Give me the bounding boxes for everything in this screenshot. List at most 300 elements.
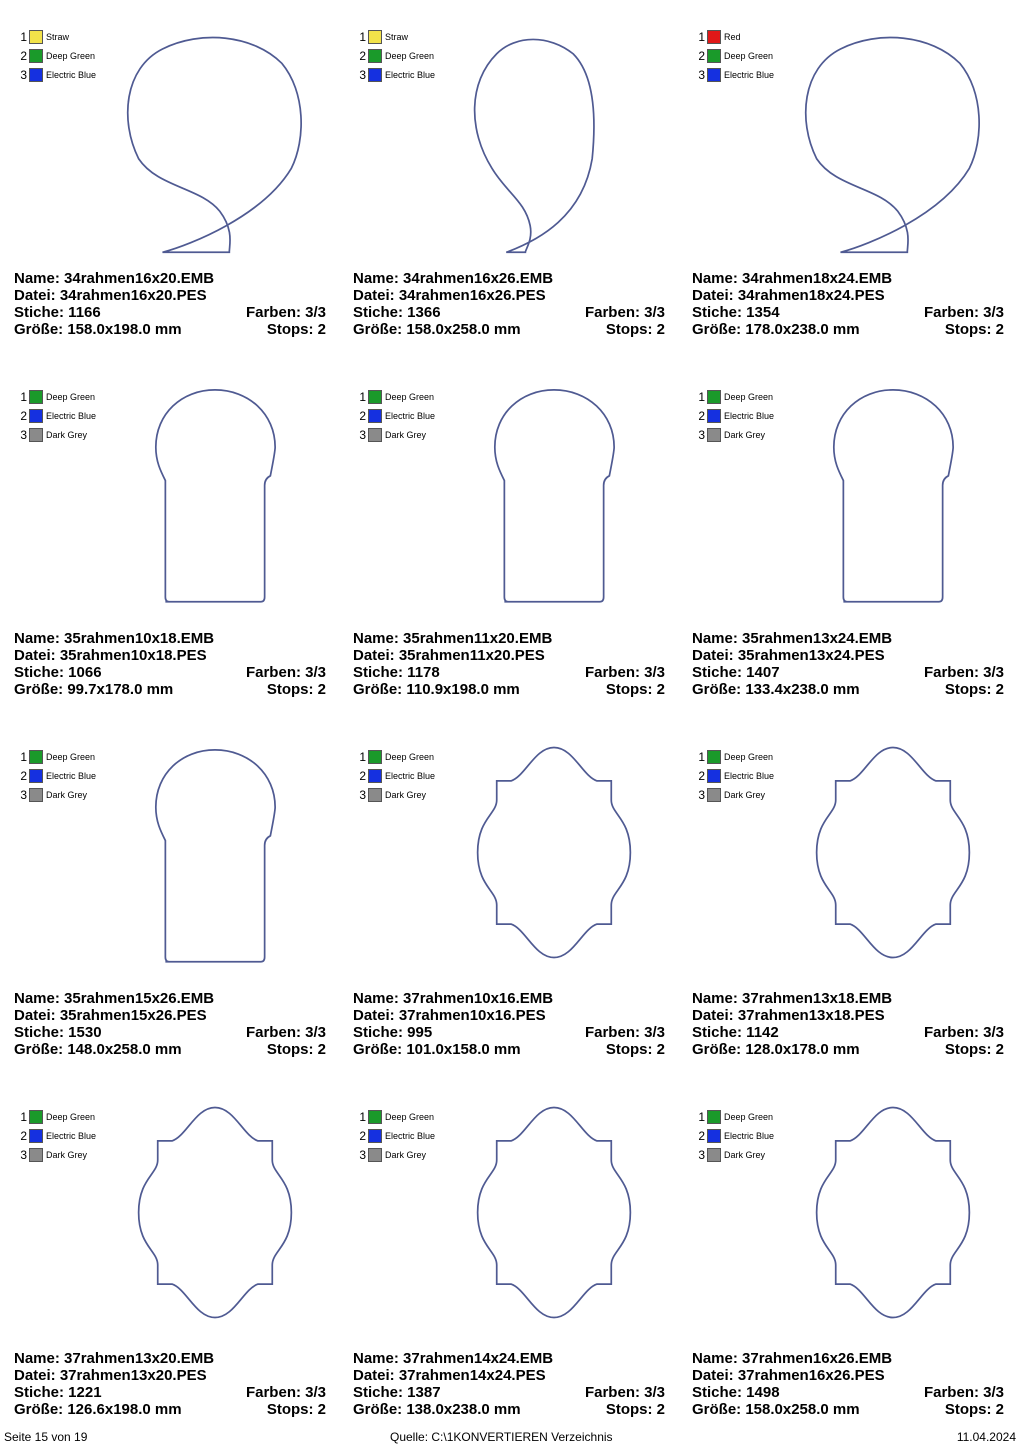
thread-color-name: Deep Green [724,1111,774,1122]
info-line [353,630,665,647]
stop-count: Stops: 2 [605,681,665,698]
thread-number: 2 [20,408,27,423]
info-line [353,990,665,1007]
design-name: Name: 37rahmen16x26.EMB [692,1350,893,1367]
thread-number: 1 [698,749,705,764]
frame-outline [806,38,979,253]
design-card [678,0,1017,360]
thread-color-name: Electric Blue [385,410,436,421]
thread-color-name: Electric Blue [46,69,97,80]
file-name: Datei: 35rahmen10x18.PES [14,647,207,664]
color-count: Farben: 3/3 [584,664,665,681]
design-name: Name: 34rahmen16x26.EMB [353,270,554,287]
color-swatch [368,390,382,404]
info-line [14,990,326,1007]
info-line [14,1041,326,1058]
stitch-count: Stiche: 1354 [692,304,780,321]
info-line [353,1367,665,1384]
thread-number: 3 [20,67,27,82]
frame-outline-svg [110,0,320,265]
design-card [678,360,1017,720]
color-swatch [29,1148,43,1162]
info-line [353,270,665,287]
frame-outline [478,748,631,958]
info-line [692,1367,1004,1384]
design-card [339,1080,678,1440]
frame-outline-svg [449,720,659,985]
design-preview [110,1080,320,1345]
thread-number: 3 [359,1147,366,1162]
source-path: Quelle: C:\1KONVERTIEREN Verzeichnis [390,1430,613,1444]
info-line [14,1007,326,1024]
color-count: Farben: 3/3 [584,304,665,321]
design-card [0,1080,339,1440]
info-line [14,1367,326,1384]
thread-number: 1 [359,389,366,404]
file-name: Datei: 37rahmen10x16.PES [353,1007,546,1024]
design-size: Größe: 158.0x258.0 mm [692,1401,860,1418]
thread-color-name: Dark Grey [724,789,766,800]
thread-number: 2 [698,1128,705,1143]
info-line [692,664,1004,681]
thread-color-item [697,46,774,65]
file-name: Datei: 35rahmen13x24.PES [692,647,885,664]
color-swatch [707,1129,721,1143]
frame-outline [817,748,970,958]
color-swatch [707,409,721,423]
design-preview [788,720,998,985]
thread-color-name: Dark Grey [46,789,88,800]
print-date: 11.04.2024 [956,1430,1016,1444]
design-size: Größe: 138.0x238.0 mm [353,1401,521,1418]
thread-color-item [358,766,435,785]
thread-number: 1 [359,749,366,764]
info-line [353,647,665,664]
thread-color-item [358,1145,435,1164]
stop-count: Stops: 2 [266,1401,326,1418]
stop-count: Stops: 2 [266,1041,326,1058]
info-line [14,1350,326,1367]
info-line [692,1401,1004,1418]
file-name: Datei: 37rahmen14x24.PES [353,1367,546,1384]
info-line [14,630,326,647]
thread-color-item [358,387,435,406]
color-swatch [707,30,721,44]
thread-number: 3 [698,67,705,82]
design-preview [449,0,659,265]
color-swatch [707,1148,721,1162]
color-swatch [707,750,721,764]
design-card [678,720,1017,1080]
design-info [692,270,1004,338]
thread-color-item [697,1145,774,1164]
info-line [692,1350,1004,1367]
thread-color-item [19,27,96,46]
design-info [14,630,326,698]
info-line [692,1024,1004,1041]
thread-color-list [358,27,435,84]
frame-outline [128,38,301,253]
thread-color-item [19,406,96,425]
thread-color-name: Electric Blue [724,770,775,781]
design-info [692,1350,1004,1418]
info-line [14,1401,326,1418]
file-name: Datei: 37rahmen13x20.PES [14,1367,207,1384]
stitch-count: Stiche: 1366 [353,304,441,321]
thread-color-item [19,1126,96,1145]
thread-color-name: Dark Grey [385,429,427,440]
design-name: Name: 35rahmen13x24.EMB [692,630,893,647]
frame-outline [139,1108,292,1318]
thread-color-name: Dark Grey [724,1149,766,1160]
color-swatch [29,390,43,404]
design-size: Größe: 101.0x158.0 mm [353,1041,521,1058]
design-preview [449,1080,659,1345]
frame-outline-svg [110,720,320,985]
info-line [353,1384,665,1401]
thread-color-item [697,406,774,425]
frame-outline [475,39,594,252]
page-footer [0,1428,1024,1446]
thread-color-item [697,387,774,406]
thread-color-item [19,65,96,84]
stitch-count: Stiche: 1178 [353,664,440,681]
color-swatch [707,49,721,63]
stop-count: Stops: 2 [605,1041,665,1058]
thread-color-name: Electric Blue [46,770,97,781]
frame-outline-svg [449,0,659,265]
thread-color-name: Dark Grey [46,429,88,440]
stitch-count: Stiche: 1142 [692,1024,779,1041]
info-line [353,681,665,698]
info-line [14,270,326,287]
design-card [0,720,339,1080]
thread-number: 1 [20,29,27,44]
thread-color-name: Electric Blue [385,1130,436,1141]
info-line [692,287,1004,304]
color-swatch [707,390,721,404]
thread-number: 1 [359,29,366,44]
design-size: Größe: 110.9x198.0 mm [353,681,520,698]
thread-color-item [19,785,96,804]
frame-outline-svg [788,0,998,265]
stop-count: Stops: 2 [944,681,1004,698]
thread-color-item [697,65,774,84]
thread-color-name: Dark Grey [385,789,427,800]
thread-number: 2 [20,1128,27,1143]
thread-color-item [19,766,96,785]
thread-number: 3 [20,1147,27,1162]
color-count: Farben: 3/3 [923,1384,1004,1401]
design-info [353,270,665,338]
design-preview [788,0,998,265]
frame-outline-svg [788,360,998,625]
color-swatch [368,68,382,82]
thread-color-list [19,747,96,804]
thread-color-name: Deep Green [46,50,96,61]
design-size: Größe: 128.0x178.0 mm [692,1041,860,1058]
color-swatch [368,750,382,764]
design-card [339,360,678,720]
frame-outline [156,750,275,962]
thread-color-name: Deep Green [46,1111,96,1122]
thread-color-list [19,27,96,84]
thread-color-item [358,27,435,46]
thread-color-item [19,46,96,65]
thread-color-name: Electric Blue [46,1130,97,1141]
info-line [14,664,326,681]
design-info [353,990,665,1058]
color-swatch [368,1110,382,1124]
color-swatch [368,1129,382,1143]
info-line [692,1041,1004,1058]
thread-color-list [19,1107,96,1164]
design-preview [449,720,659,985]
design-info [14,1350,326,1418]
thread-number: 3 [698,427,705,442]
color-count: Farben: 3/3 [245,664,326,681]
color-swatch [29,788,43,802]
color-swatch [707,428,721,442]
design-card [0,360,339,720]
stop-count: Stops: 2 [266,681,326,698]
color-swatch [368,30,382,44]
color-swatch [29,750,43,764]
color-swatch [368,1148,382,1162]
file-name: Datei: 34rahmen16x26.PES [353,287,546,304]
stop-count: Stops: 2 [605,321,665,338]
thread-number: 2 [20,48,27,63]
design-info [14,990,326,1058]
thread-color-name: Straw [385,31,409,42]
thread-color-list [19,387,96,444]
design-card [0,0,339,360]
thread-color-name: Electric Blue [385,770,436,781]
color-count: Farben: 3/3 [245,304,326,321]
design-name: Name: 35rahmen10x18.EMB [14,630,215,647]
file-name: Datei: 37rahmen13x18.PES [692,1007,885,1024]
thread-color-name: Deep Green [46,751,96,762]
thread-color-name: Deep Green [724,751,774,762]
frame-outline-svg [788,1080,998,1345]
thread-color-item [697,747,774,766]
color-swatch [29,30,43,44]
thread-number: 2 [359,48,366,63]
info-line [353,321,665,338]
thread-number: 3 [359,427,366,442]
design-name: Name: 37rahmen13x18.EMB [692,990,893,1007]
thread-number: 1 [698,1109,705,1124]
stitch-count: Stiche: 1166 [14,304,101,321]
frame-outline [817,1108,970,1318]
thread-color-item [358,1107,435,1126]
design-size: Größe: 148.0x258.0 mm [14,1041,182,1058]
stop-count: Stops: 2 [944,1041,1004,1058]
thread-number: 2 [359,1128,366,1143]
thread-color-name: Electric Blue [724,69,775,80]
design-name: Name: 35rahmen11x20.EMB [353,630,553,647]
color-swatch [707,769,721,783]
design-size: Größe: 99.7x178.0 mm [14,681,174,698]
color-swatch [29,769,43,783]
thread-color-name: Deep Green [385,391,435,402]
thread-color-name: Straw [46,31,70,42]
stop-count: Stops: 2 [944,321,1004,338]
design-size: Größe: 158.0x198.0 mm [14,321,182,338]
stitch-count: Stiche: 1066 [14,664,102,681]
design-name: Name: 35rahmen15x26.EMB [14,990,215,1007]
frame-outline [156,390,275,602]
color-count: Farben: 3/3 [923,664,1004,681]
color-swatch [368,409,382,423]
color-swatch [368,788,382,802]
info-line [692,990,1004,1007]
color-count: Farben: 3/3 [584,1384,665,1401]
thread-color-list [358,1107,435,1164]
info-line [692,321,1004,338]
color-swatch [29,409,43,423]
thread-number: 3 [20,787,27,802]
color-swatch [707,788,721,802]
info-line [692,647,1004,664]
stop-count: Stops: 2 [266,321,326,338]
thread-number: 2 [698,768,705,783]
thread-number: 3 [698,787,705,802]
thread-color-name: Dark Grey [724,429,766,440]
design-preview [788,360,998,625]
stitch-count: Stiche: 1221 [14,1384,102,1401]
info-line [353,1007,665,1024]
thread-number: 3 [698,1147,705,1162]
stop-count: Stops: 2 [944,1401,1004,1418]
info-line [14,304,326,321]
frame-outline-svg [788,720,998,985]
thread-color-item [358,747,435,766]
thread-color-name: Electric Blue [46,410,97,421]
info-line [692,304,1004,321]
frame-outline [495,390,614,602]
info-line [692,681,1004,698]
design-info [692,990,1004,1058]
thread-number: 3 [359,67,366,82]
thread-number: 2 [20,768,27,783]
thread-color-name: Deep Green [46,391,96,402]
thread-color-item [697,1126,774,1145]
design-name: Name: 34rahmen18x24.EMB [692,270,893,287]
color-swatch [368,769,382,783]
thread-color-name: Dark Grey [46,1149,88,1160]
design-info [353,630,665,698]
thread-color-name: Red [724,31,741,42]
info-line [14,647,326,664]
info-line [353,664,665,681]
thread-color-item [358,46,435,65]
stop-count: Stops: 2 [605,1401,665,1418]
thread-color-item [19,1107,96,1126]
color-swatch [707,1110,721,1124]
info-line [14,321,326,338]
thread-number: 2 [698,408,705,423]
thread-number: 3 [359,787,366,802]
thread-number: 2 [698,48,705,63]
thread-color-item [697,785,774,804]
design-info [692,630,1004,698]
color-count: Farben: 3/3 [584,1024,665,1041]
color-count: Farben: 3/3 [245,1384,326,1401]
color-swatch [29,1110,43,1124]
thread-color-name: Electric Blue [385,69,436,80]
info-line [14,287,326,304]
frame-outline-svg [110,1080,320,1345]
design-card [678,1080,1017,1440]
frame-outline [834,390,953,602]
design-size: Größe: 126.6x198.0 mm [14,1401,182,1418]
design-preview [110,720,320,985]
stitch-count: Stiche: 1407 [692,664,780,681]
thread-color-item [19,425,96,444]
thread-color-name: Deep Green [724,391,774,402]
thread-color-list [358,387,435,444]
thread-color-name: Electric Blue [724,1130,775,1141]
thread-color-item [697,27,774,46]
info-line [692,630,1004,647]
thread-color-item [697,1107,774,1126]
file-name: Datei: 37rahmen16x26.PES [692,1367,885,1384]
design-name: Name: 37rahmen14x24.EMB [353,1350,554,1367]
info-line [692,270,1004,287]
thread-color-item [358,1126,435,1145]
info-line [14,681,326,698]
color-swatch [29,68,43,82]
thread-number: 1 [359,1109,366,1124]
thread-color-item [19,747,96,766]
thread-number: 1 [20,389,27,404]
thread-number: 2 [359,768,366,783]
frame-outline-svg [110,360,320,625]
thread-color-list [697,27,774,84]
thread-color-name: Deep Green [724,50,774,61]
stitch-count: Stiche: 995 [353,1024,433,1041]
thread-color-name: Electric Blue [724,410,775,421]
info-line [353,1401,665,1418]
stitch-count: Stiche: 1498 [692,1384,780,1401]
file-name: Datei: 34rahmen16x20.PES [14,287,207,304]
thread-color-name: Deep Green [385,751,435,762]
color-swatch [368,49,382,63]
info-line [353,287,665,304]
thread-color-list [697,747,774,804]
file-name: Datei: 35rahmen15x26.PES [14,1007,207,1024]
color-count: Farben: 3/3 [923,304,1004,321]
thread-color-item [19,387,96,406]
color-swatch [29,428,43,442]
thread-color-list [358,747,435,804]
thread-color-item [358,406,435,425]
info-line [692,1384,1004,1401]
thread-color-list [697,387,774,444]
design-name: Name: 34rahmen16x20.EMB [14,270,215,287]
info-line [14,1024,326,1041]
thread-color-list [697,1107,774,1164]
design-name: Name: 37rahmen13x20.EMB [14,1350,215,1367]
thread-color-item [358,65,435,84]
color-swatch [707,68,721,82]
thread-color-item [697,766,774,785]
thread-number: 1 [698,29,705,44]
thread-number: 1 [698,389,705,404]
info-line [353,1041,665,1058]
color-count: Farben: 3/3 [923,1024,1004,1041]
